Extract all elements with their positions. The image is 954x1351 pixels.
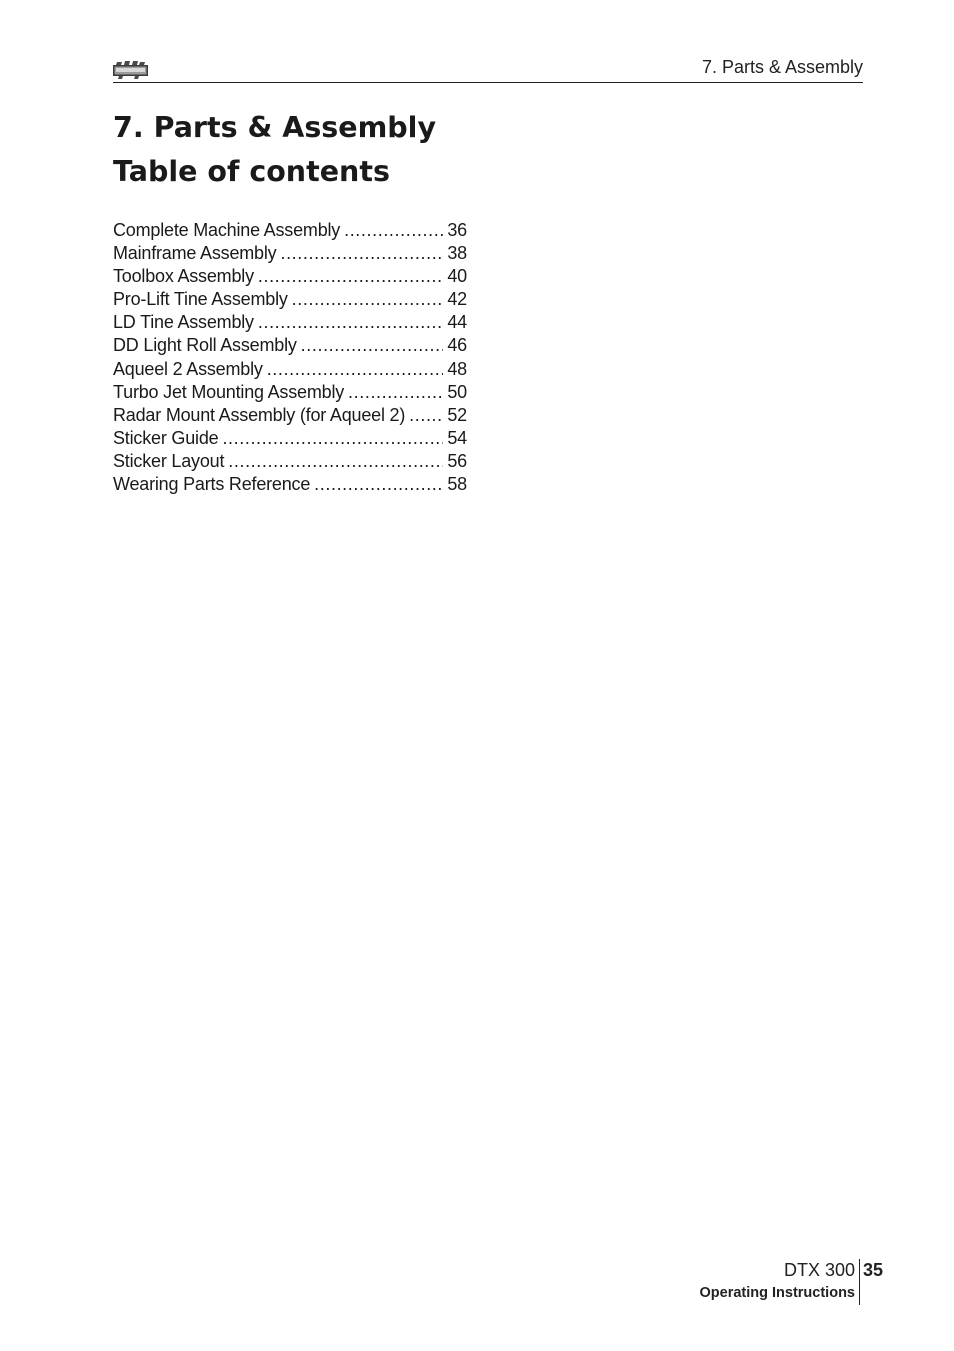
toc-dot-leader — [292, 289, 444, 310]
toc-entry-page: 46 — [447, 335, 467, 356]
toc-entry-page: 40 — [447, 266, 467, 287]
toc-heading: Table of contents — [113, 155, 390, 188]
toc-entry-page: 48 — [447, 358, 467, 379]
toc-entry-page: 54 — [447, 427, 467, 448]
toc-dot-leader — [267, 359, 444, 380]
toc-entry[interactable] — [113, 359, 467, 382]
toc-entry[interactable] — [113, 266, 467, 289]
page-footer — [600, 1259, 860, 1305]
toc-entry[interactable] — [113, 474, 467, 497]
toc-entry-page: 36 — [447, 220, 467, 240]
toc-dot-leader — [409, 405, 443, 426]
toc-entry[interactable] — [113, 405, 467, 428]
footer-subtitle: Operating Instructions — [699, 1285, 855, 1301]
toc-entry-label: Complete Machine Assembly — [113, 220, 341, 240]
toc-entry-label: Toolbox Assembly — [113, 266, 254, 287]
toc-entry-page: 58 — [447, 474, 467, 495]
toc-dot-leader — [228, 451, 443, 472]
toc-entry[interactable] — [113, 335, 467, 358]
toc-dot-leader — [258, 312, 444, 333]
toc-entry[interactable] — [113, 428, 467, 451]
toc-entry-label: Wearing Parts Reference — [113, 474, 311, 495]
toc-entry-label: Sticker Guide — [113, 427, 219, 448]
toc-dot-leader — [344, 220, 443, 241]
chapter-title: 7. Parts & Assembly — [113, 111, 437, 144]
toc-entry-label: Mainframe Assembly — [113, 243, 277, 264]
footer-model: DTX 300 — [783, 1260, 855, 1280]
toc-entry[interactable] — [113, 289, 467, 312]
toc-dot-leader — [314, 474, 443, 495]
page-header — [113, 56, 863, 83]
toc-entry-label: Turbo Jet Mounting Assembly — [113, 381, 345, 402]
toc-entry-label: DD Light Roll Assembly — [113, 335, 297, 356]
toc-entry-page: 42 — [447, 289, 467, 310]
toc-entry-page: 38 — [447, 243, 467, 264]
toc-dot-leader — [258, 266, 444, 287]
toc-dot-leader — [280, 243, 443, 264]
toc-entry-page: 56 — [447, 450, 467, 471]
toc-entry[interactable] — [113, 220, 467, 243]
toc-entry-page: 44 — [447, 312, 467, 333]
toc-entry[interactable] — [113, 382, 467, 405]
toc-entry-label: Sticker Layout — [113, 450, 225, 471]
toc-entry-label: LD Tine Assembly — [113, 312, 254, 333]
header-section-title: 7. Parts & Assembly — [701, 57, 863, 77]
toc-entry[interactable] — [113, 243, 467, 266]
toc-entry-page: 50 — [447, 381, 467, 402]
table-of-contents — [113, 220, 467, 497]
toc-dot-leader — [348, 382, 443, 403]
toc-dot-leader — [301, 335, 444, 356]
page-title — [113, 106, 436, 194]
toc-entry-page: 52 — [447, 404, 467, 425]
toc-entry-label: Pro-Lift Tine Assembly — [113, 289, 288, 310]
toc-dot-leader — [222, 428, 443, 449]
simba-logo — [113, 59, 148, 79]
page-number: 35 — [863, 1260, 884, 1280]
toc-entry[interactable] — [113, 312, 467, 335]
toc-entry-label: Radar Mount Assembly (for Aqueel 2) — [113, 404, 406, 425]
toc-entry[interactable] — [113, 451, 467, 474]
toc-entry-label: Aqueel 2 Assembly — [113, 358, 263, 379]
